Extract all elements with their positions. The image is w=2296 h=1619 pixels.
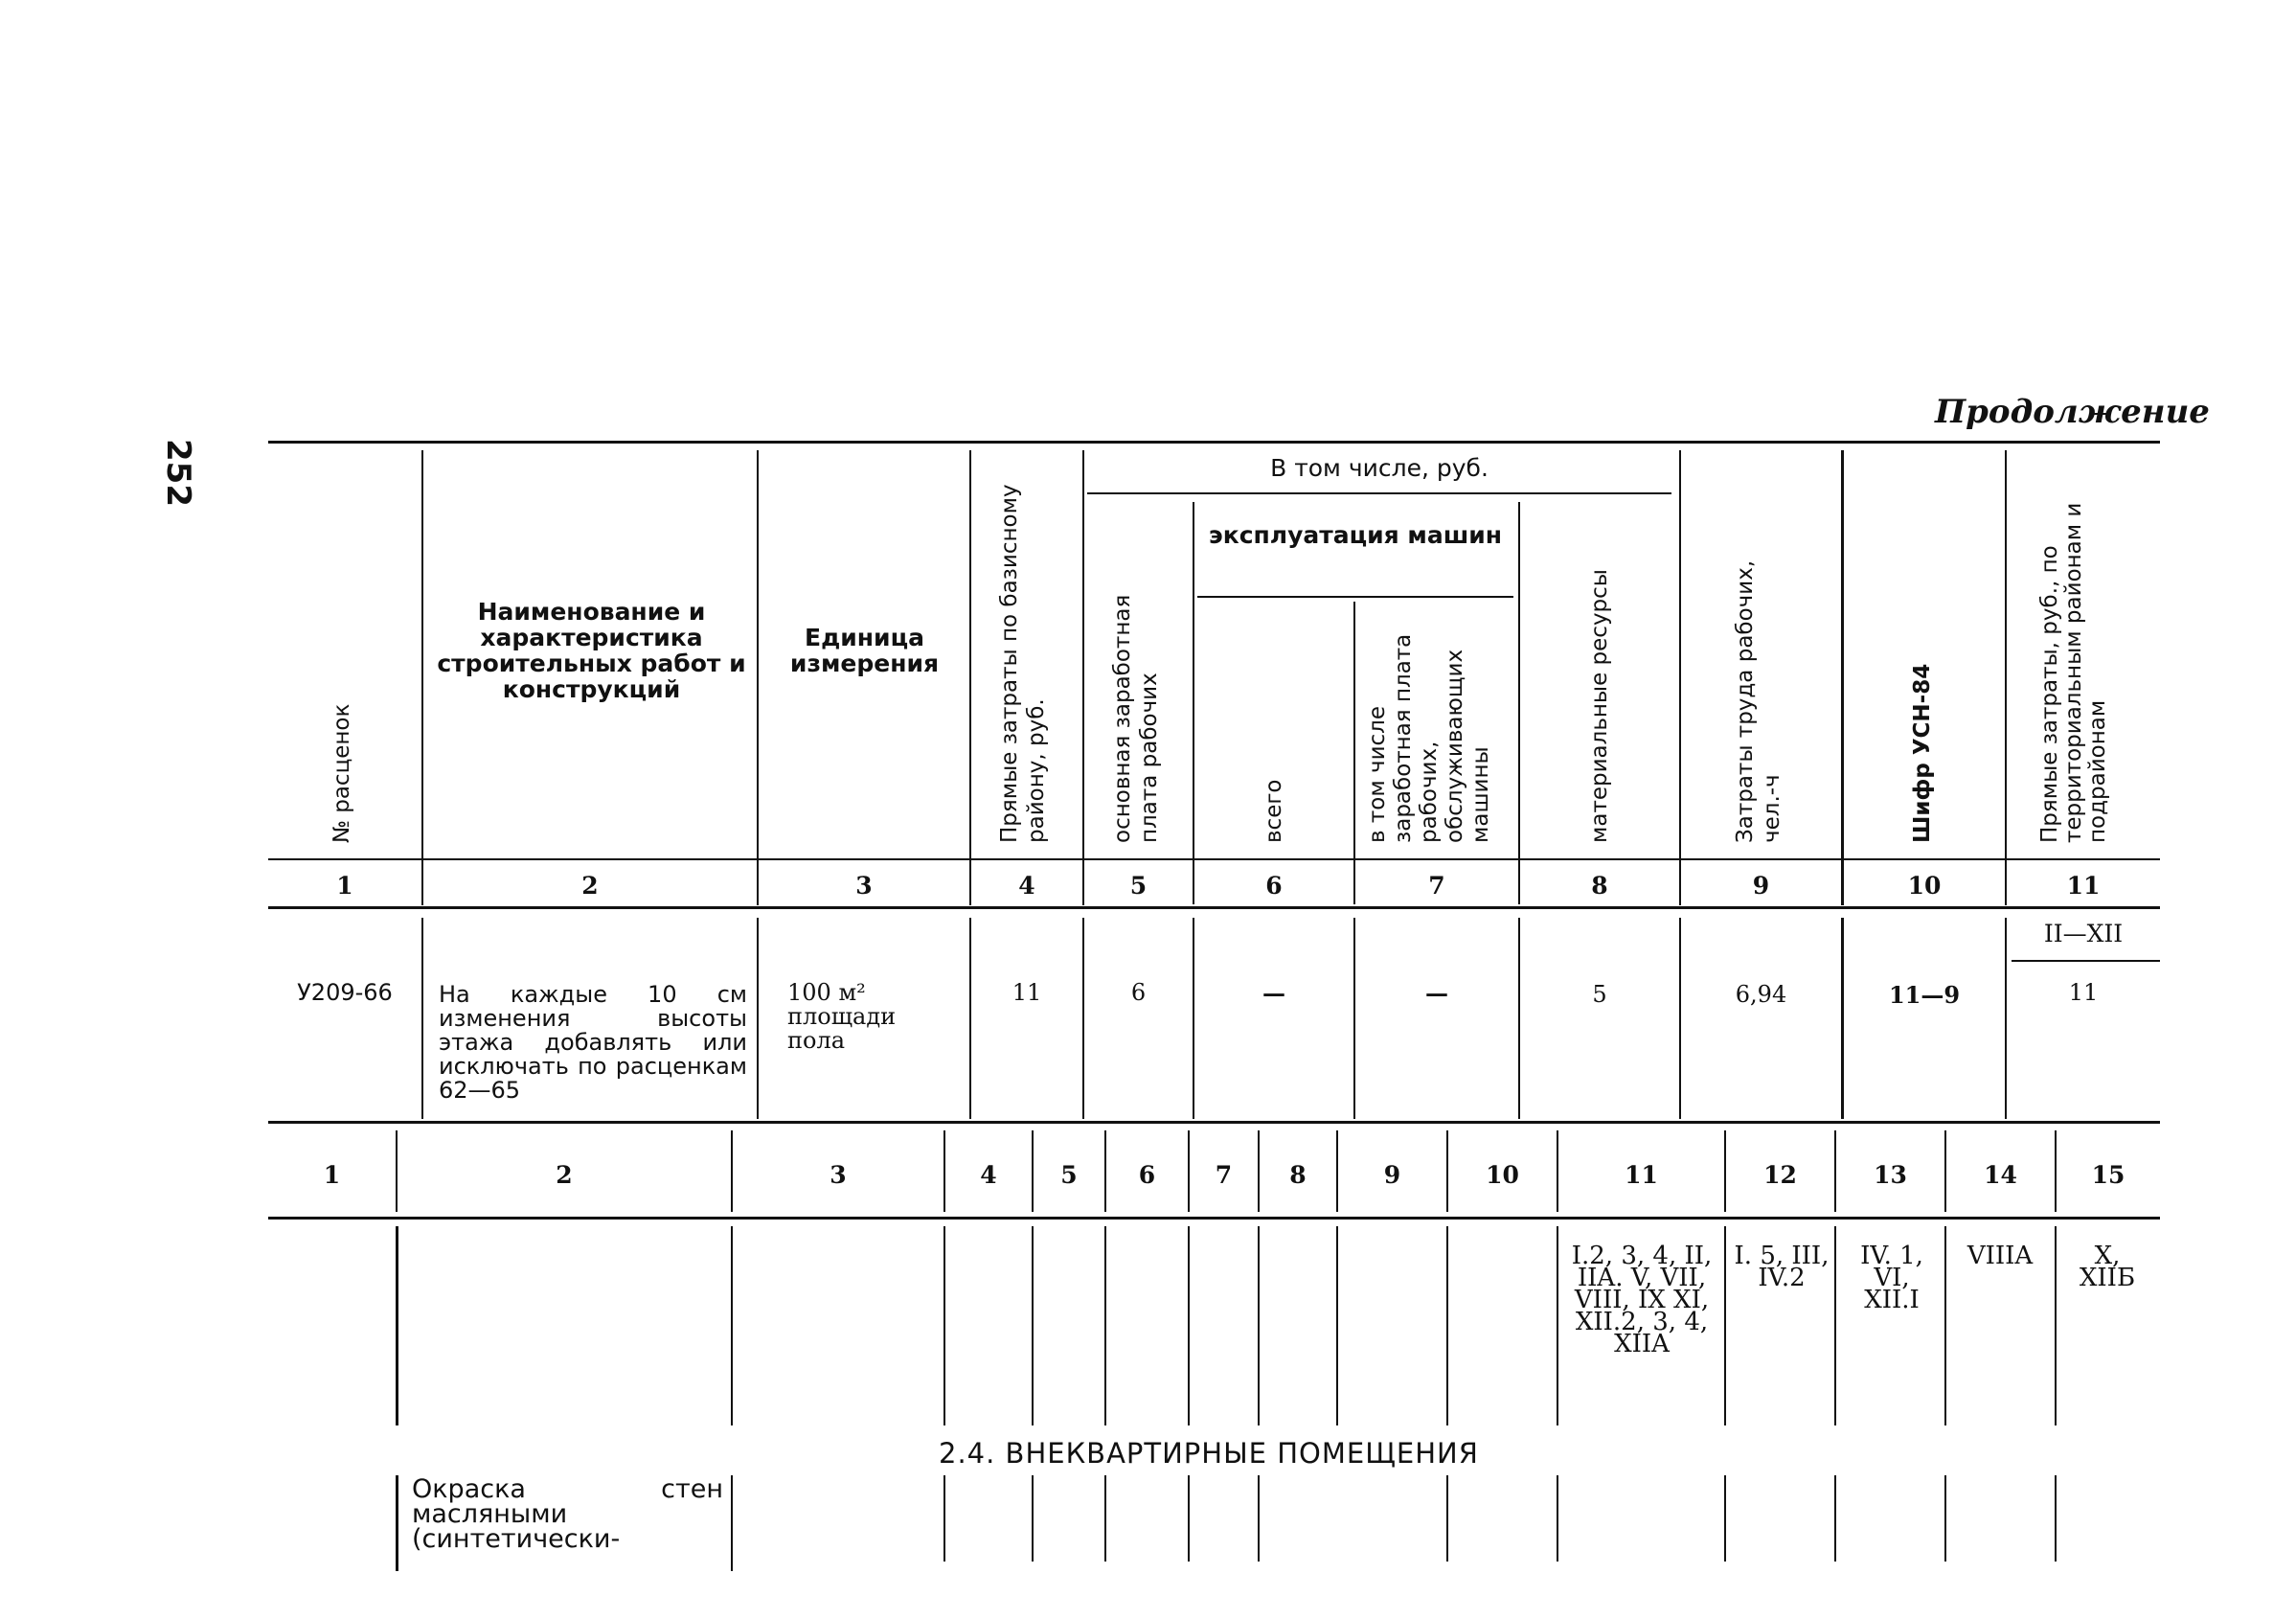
header-machines-wage: в том числе заработная плата рабочих, обслуживающих машины bbox=[1365, 633, 1493, 843]
machines-total-value: — bbox=[1262, 979, 1285, 1007]
work-name: На каждые 10 см изменения высоты этажа добавлять или исключать по расценкам 62—65 bbox=[439, 981, 747, 1104]
regions-col-14: VIIIA bbox=[1966, 1242, 2034, 1270]
materials-value: 5 bbox=[1592, 981, 1607, 1008]
header-including: В том числе, руб. bbox=[1270, 454, 1489, 482]
col-num-9: 9 bbox=[1752, 872, 1770, 900]
rate-code: У209-66 bbox=[297, 979, 393, 1006]
lower-col-num-10: 10 bbox=[1486, 1161, 1519, 1189]
col-num-11: 11 bbox=[2066, 872, 2101, 900]
col-num-8: 8 bbox=[1591, 872, 1608, 900]
regions-col-11: I.2, 3, 4, II, IIA. V, VII, VIII, IX XI, XII.2, 3, 4, XIIA bbox=[1571, 1242, 1713, 1358]
lower-col-num-14: 14 bbox=[1984, 1161, 2017, 1189]
header-regional-costs: Прямые затраты, руб., по территориальным районам и подрайонам bbox=[2037, 502, 2110, 843]
lower-col-num-9: 9 bbox=[1383, 1161, 1401, 1189]
lower-col-num-4: 4 bbox=[980, 1161, 997, 1189]
header-machines: эксплуатация машин bbox=[1208, 521, 1503, 549]
header-labor: Затраты труда рабочих, чел.-ч bbox=[1733, 559, 1785, 843]
lower-col-num-1: 1 bbox=[323, 1161, 341, 1189]
unit-value: 100 м² площади пола bbox=[787, 979, 897, 1054]
machines-wage-value: — bbox=[1425, 979, 1448, 1007]
usn-code-value: 11—9 bbox=[1888, 981, 1961, 1009]
header-materials: материальные ресурсы bbox=[1587, 569, 1612, 843]
continuation-label: Продолжение bbox=[1935, 393, 2210, 431]
header-base-wage: основная заработная плата рабочих bbox=[1110, 594, 1162, 843]
col-num-4: 4 bbox=[1018, 872, 1035, 900]
header-unit: Единица измерения bbox=[789, 624, 940, 677]
header-rate-number: № расценок bbox=[330, 703, 354, 843]
col-num-1: 1 bbox=[336, 872, 353, 900]
header-work-name: Наименование и характеристика строительных работ и конструкций bbox=[437, 598, 746, 703]
regions-col-12: I. 5, III, IV.2 bbox=[1734, 1242, 1830, 1292]
lower-col-num-11: 11 bbox=[1625, 1161, 1658, 1189]
col-num-5: 5 bbox=[1129, 872, 1148, 900]
wage-value: 6 bbox=[1130, 979, 1147, 1006]
direct-cost-value: 11 bbox=[1012, 979, 1042, 1006]
header-direct-costs: Прямые затраты по базисному району, руб. bbox=[997, 484, 1049, 843]
section-title: 2.4. ВНЕКВАРТИРНЫЕ ПОМЕЩЕНИЯ bbox=[939, 1437, 1479, 1470]
lower-col-num-5: 5 bbox=[1060, 1161, 1078, 1189]
header-machines-total: всего bbox=[1262, 779, 1286, 843]
col-num-3: 3 bbox=[855, 872, 873, 900]
region-header-value: II—XII bbox=[2043, 920, 2124, 947]
col-num-2: 2 bbox=[581, 872, 599, 900]
lower-col-num-13: 13 bbox=[1874, 1161, 1907, 1189]
col-num-6: 6 bbox=[1265, 872, 1283, 900]
col-num-7: 7 bbox=[1428, 872, 1445, 900]
header-usn-code: Шифр УСН-84 bbox=[1910, 663, 1935, 843]
regions-col-13: IV. 1, VI, XII.I bbox=[1860, 1242, 1923, 1314]
region-value: 11 bbox=[2068, 979, 2099, 1006]
lower-col-num-15: 15 bbox=[2091, 1161, 2126, 1189]
page-number: 252 bbox=[159, 439, 197, 507]
regions-col-15: X, XIIБ bbox=[2079, 1242, 2136, 1292]
lower-col-num-6: 6 bbox=[1138, 1161, 1156, 1189]
lower-col-num-12: 12 bbox=[1763, 1161, 1797, 1189]
next-item-name: Окраска стен масляными (синтетически- bbox=[412, 1474, 723, 1554]
lower-col-num-7: 7 bbox=[1215, 1161, 1233, 1189]
col-num-10: 10 bbox=[1907, 872, 1942, 900]
lower-col-num-8: 8 bbox=[1289, 1161, 1307, 1189]
labor-value: 6,94 bbox=[1735, 981, 1787, 1008]
lower-col-num-3: 3 bbox=[830, 1161, 847, 1189]
lower-col-num-2: 2 bbox=[556, 1161, 573, 1189]
